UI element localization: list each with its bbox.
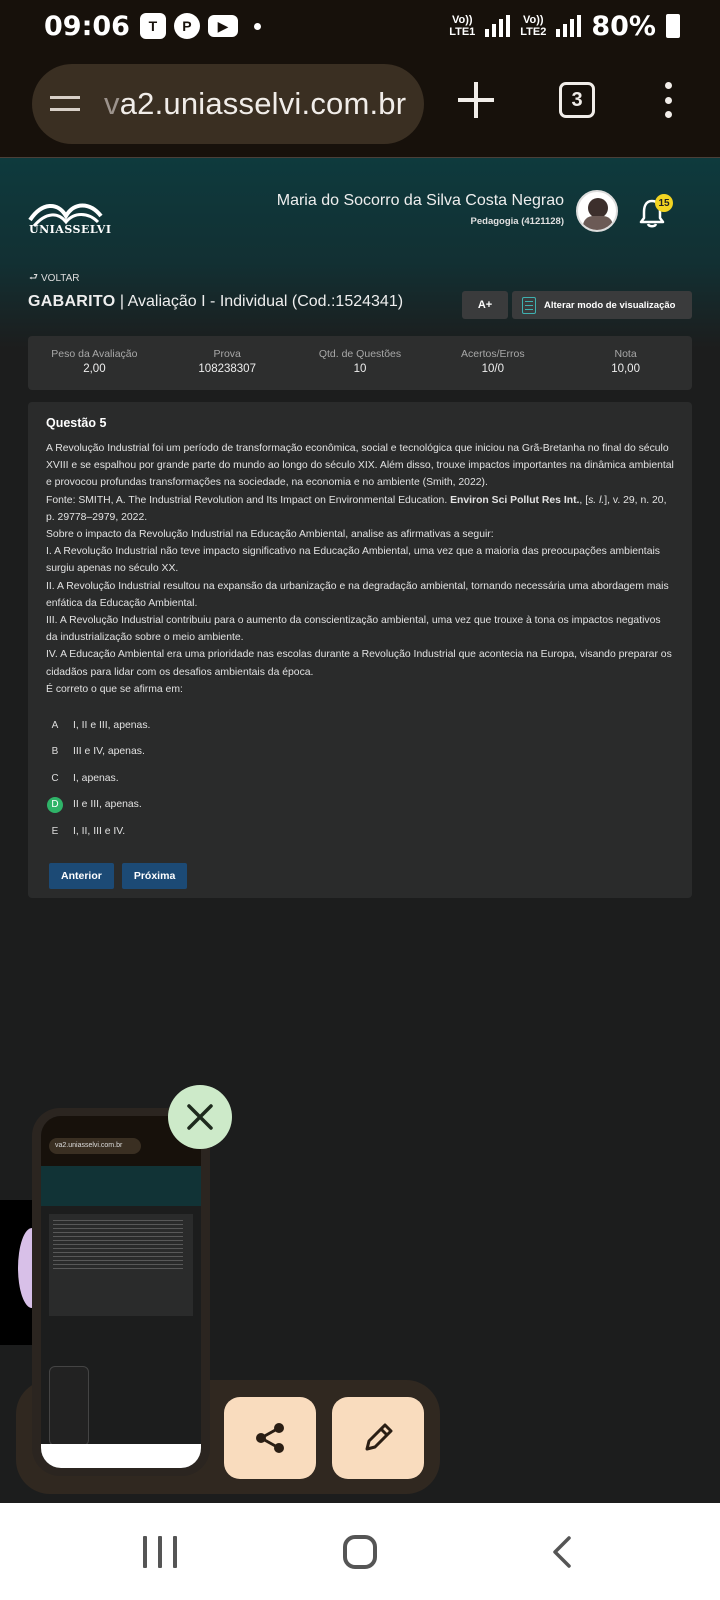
header-background xyxy=(0,158,720,348)
question-title: Questão 5 xyxy=(46,416,107,430)
youtube-icon: ▶ xyxy=(208,15,238,37)
list-icon xyxy=(522,297,536,314)
home-icon[interactable] xyxy=(343,1535,377,1569)
notification-badge: 15 xyxy=(655,194,673,212)
avatar[interactable] xyxy=(576,190,618,232)
new-tab-icon[interactable] xyxy=(458,82,494,118)
recents-icon[interactable] xyxy=(143,1536,177,1568)
next-button[interactable]: Próxima xyxy=(122,863,187,889)
more-menu-icon[interactable] xyxy=(665,82,673,118)
more-notifications-dot xyxy=(254,23,261,30)
thumbnail-url: va2.uniasselvi.com.br xyxy=(49,1138,141,1154)
battery-percent: 80% xyxy=(591,10,656,42)
close-screenshot-button[interactable] xyxy=(168,1085,232,1149)
option-b[interactable]: B III e IV, apenas. xyxy=(51,746,145,758)
evaluation-stats xyxy=(28,336,692,390)
stat-exam: Prova 108238307 xyxy=(198,348,256,375)
screenshot-thumbnail[interactable] xyxy=(32,1108,210,1476)
stat-grade: Nota 10,00 xyxy=(611,348,640,375)
status-right xyxy=(449,11,680,42)
share-icon xyxy=(253,1421,287,1455)
page-title: GABARITO | Avaliação I - Individual (Cod.:1524341) xyxy=(28,293,404,310)
thumbnail-preview xyxy=(41,1116,201,1468)
increase-font-button[interactable]: A+ xyxy=(462,291,508,319)
answer-options xyxy=(46,712,674,845)
user-course: Pedagogia (4121128) xyxy=(470,216,564,227)
option-d-correct[interactable]: D II e III, apenas. xyxy=(46,792,674,819)
background-app-preview xyxy=(0,1200,32,1345)
option-a[interactable]: A I, II e III, apenas. xyxy=(51,719,151,731)
question-source: Fonte: SMITH, A. The Industrial Revolution and Its Impact on Environmental Education. Environ Sci Pollut Res Int., [s. l.], v. 29, n. 20, p. 29778–2979, 2022. xyxy=(46,494,667,523)
question-navigation xyxy=(49,863,674,889)
url-text[interactable]: va2.uniasselvi.com.br xyxy=(104,86,407,121)
back-icon[interactable] xyxy=(552,1536,572,1568)
lte2-label: Vo)) LTE2 xyxy=(520,14,547,38)
previous-button[interactable]: Anterior xyxy=(49,863,114,889)
question-text: A Revolução Industrial foi um período de transformação econômica, social e tecnológica que iniciou na Grã-Bretanha no final do século XVIII e se espalhou por grande parte do mundo ao longo do século XIX. Além disso, trouxe impactos importantes na dinâmica ambiental e provocou profundas transformações na sociedade, na economia e no ambiente (Smith, 2022). Fonte: SMITH, A. The Industrial Revolution and Its Impact on Environmental Education. Environ Sci Pollut Res Int., [s. l.], v. 29, n. 20, p. 29778–2979, 2022. Sobre o impacto da Revolução Industrial na Educação Ambiental, analise as afirmativas a seguir: I. A Revolução Industrial não teve impacto significativo na Educação Ambiental, uma vez que a maioria das preocupações ambientais surgiu apenas no século XX. II. A Revolução Industrial resultou na expansão da urbanização e na degradação ambiental, tornando necessária uma abordagem mais enfática da Educação Ambiental. III. A Revolução Industrial contribuiu para o aumento da conscientização ambiental, uma vez que trouxe à tona os impactos negativos da industrialização sobre o meio ambiente. IV. A Educação Ambiental era uma prioridade nas escolas durante a Revolução Industrial que acontecia na Europa, visando preparar os cidadãos para lidar com os desafios ambientais da época. É correto o que se afirma em: xyxy=(46,443,674,695)
lte1-label: Vo)) LTE1 xyxy=(449,14,476,38)
signal2-icon xyxy=(556,15,581,37)
stat-question-count: Qtd. de Questões 10 xyxy=(318,348,402,375)
user-name: Maria do Socorro da Silva Costa Negrao xyxy=(276,192,564,209)
share-button[interactable] xyxy=(224,1397,316,1479)
signal1-icon xyxy=(485,15,510,37)
teams-icon: T xyxy=(140,13,166,39)
browser-toolbar xyxy=(0,52,720,158)
stat-weight: Peso da Avaliação 2,00 xyxy=(51,348,138,375)
notification-icons xyxy=(140,13,261,39)
status-time: 09:06 xyxy=(44,10,130,42)
tab-switcher-button[interactable]: 3 xyxy=(559,82,595,118)
status-bar xyxy=(0,0,720,52)
pencil-icon xyxy=(361,1421,395,1455)
back-arrow-icon: ⮐ xyxy=(29,272,38,283)
option-c[interactable]: C I, apenas. xyxy=(51,772,119,784)
battery-icon xyxy=(666,14,680,38)
option-e[interactable]: E I, II, III e IV. xyxy=(51,825,126,837)
edit-button[interactable] xyxy=(332,1397,424,1479)
change-view-mode-button[interactable]: Alterar modo de visualização xyxy=(512,291,692,319)
site-settings-icon[interactable] xyxy=(50,92,82,116)
close-icon xyxy=(185,1102,215,1132)
address-bar[interactable] xyxy=(32,64,424,144)
correct-answer-badge: D xyxy=(47,797,63,813)
stat-correct-wrong: Acertos/Erros 10/0 xyxy=(460,348,525,375)
back-link[interactable]: ⮐ VOLTAR xyxy=(29,270,80,287)
question-card xyxy=(28,402,692,898)
system-navigation-bar xyxy=(0,1503,720,1600)
pinterest-icon: P xyxy=(174,13,200,39)
logo-text: UNIASSELVI xyxy=(29,223,112,236)
